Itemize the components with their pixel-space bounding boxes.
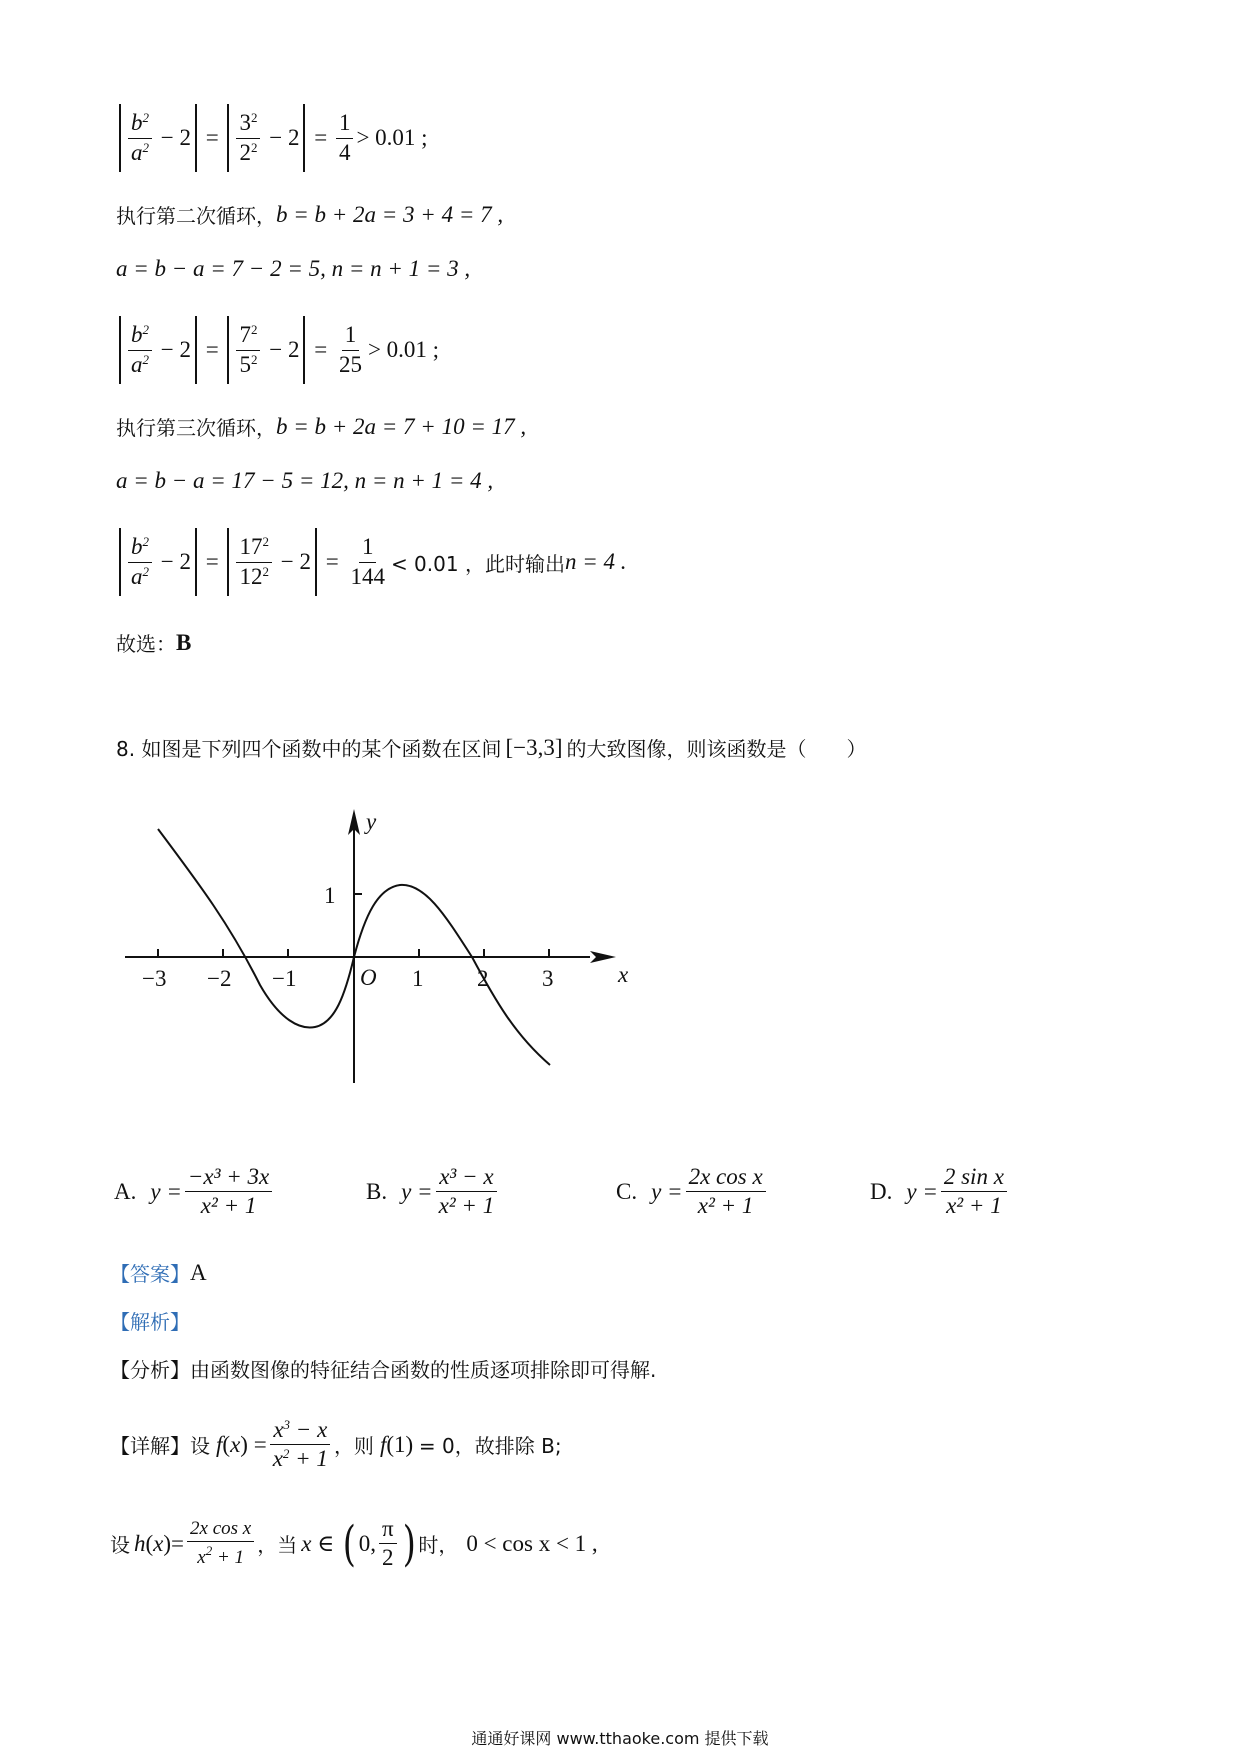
origin-label: O <box>360 965 377 990</box>
footer: 通通好课网 www.tthaoke.com 提供下载 <box>471 1729 769 1748</box>
calc-line-2: 执行第二次循环， b = b + 2a = 3 + 4 = 7 , <box>116 201 504 228</box>
calc-line-5: 执行第三次循环， b = b + 2a = 7 + 10 = 17 , <box>116 413 527 440</box>
question-8: 8. 如图是下列四个函数中的某个函数在区间 [−3,3] 的大致图像，则该函数是（ ） <box>116 734 867 761</box>
line-1-tail: > 0.01 ; <box>356 125 428 150</box>
fenxi-line <box>110 1354 656 1383</box>
fenxi-text: 由函数图像的特征结合函数的性质逐项排除即可得解. <box>190 1358 657 1382</box>
calc-line-7: $\frac{b^2}{a^2}$ − 2 = $\frac{17^2}{12^2}$ − 2 = $\frac{1}{144}$ < 0.01 ，此时输出 n = 4 . <box>116 528 626 596</box>
analysis-tag: 【解析】 <box>110 1310 190 1334</box>
calc-line-3: a = b − a = 7 − 2 = 5, n = n + 1 = 3 , <box>116 256 471 281</box>
abs-expression: $\frac{3^2}{2^2}$ − 2 <box>227 104 305 172</box>
fenxi-tag: 【分析】 <box>110 1358 190 1382</box>
x-tick-label: −1 <box>272 966 297 991</box>
choose-line: 故选： B <box>116 629 192 656</box>
x-tick-label: −3 <box>142 966 167 991</box>
xiangjie-tag: 【详解】 <box>110 1434 190 1459</box>
x-tick-label: 2 <box>477 966 489 991</box>
h-function-line: 设 h ( x )= $\frac{\text{2x cos x}}{x^2 + 1}$ ，当 x ∈ ( 0, $\frac{\pi}{2}$ ) 时， 0 < cos x < 1 , <box>110 1515 598 1572</box>
option-c[interactable]: C. y = $\frac{\text{2x cos x}}{\text{x² + 1}}$ <box>616 1165 769 1218</box>
x-axis-label: x <box>618 962 629 987</box>
y-axis-label: y <box>366 809 377 834</box>
analysis-line <box>110 1306 190 1335</box>
xiangjie-line: 【详解】 设 f ( x ) = $\frac{x^3 - x}{x^2 + 1}$ ，则 f (1) = 0，故排除 B; <box>110 1417 562 1472</box>
answer-value: A <box>190 1259 207 1285</box>
option-a[interactable]: A. y = $\frac{\text{−x³ + 3x}}{\text{x² + 1}}$ <box>114 1165 275 1218</box>
x-tick-label: −2 <box>207 966 232 991</box>
answer-tag: 【答案】 <box>110 1262 190 1286</box>
function-graph <box>110 805 630 1095</box>
y-tick-label: 1 <box>324 883 336 908</box>
calc-line-1: $\frac{b^2}{a^2}$ − 2 = $\frac{3^2}{2^2}$ − 2 = $\frac{1}{4}$ > 0.01 ; <box>116 104 428 172</box>
x-tick-label: 1 <box>412 966 424 991</box>
x-tick-label: 3 <box>542 966 554 991</box>
calc-line-6: a = b − a = 17 − 5 = 12, n = n + 1 = 4 , <box>116 468 494 493</box>
x-arrow-icon <box>590 951 616 963</box>
calc-line-4: $\frac{b^2}{a^2}$ − 2 = $\frac{7^2}{5^2}$ − 2 = $\frac{1}{25}$ > 0.01 ; <box>116 316 439 384</box>
answer-line <box>110 1258 207 1287</box>
abs-expression: $\frac{b^2}{a^2}$ − 2 <box>119 104 197 172</box>
option-b[interactable]: B. y = $\frac{\text{x³ − x}}{\text{x² + 1}}$ <box>366 1165 500 1218</box>
option-d[interactable]: D. y = $\frac{\text{2 sin x}}{\text{x² + 1}}$ <box>870 1165 1010 1218</box>
